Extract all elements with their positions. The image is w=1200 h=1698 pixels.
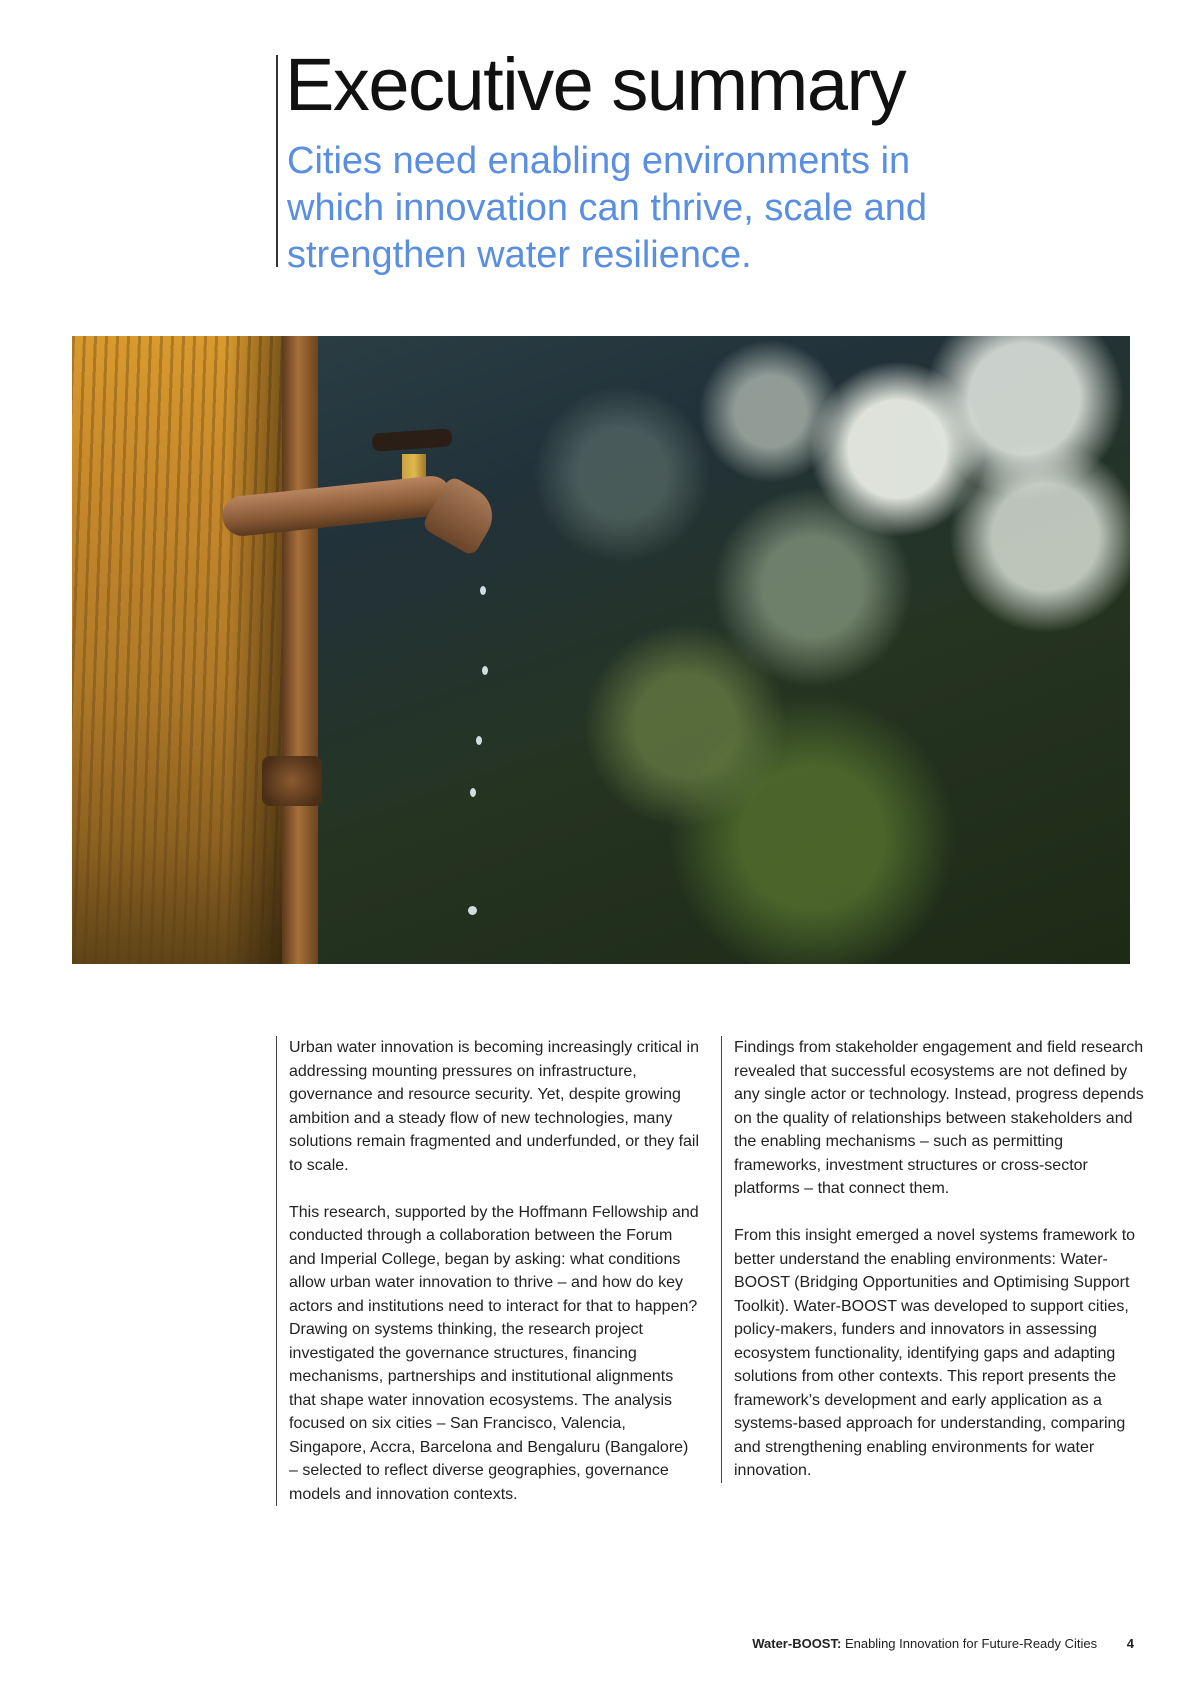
header-divider bbox=[276, 55, 278, 267]
paragraph: Findings from stakeholder engagement and field research revealed that successful ecosystems are not defined by any single actor or technology. Instead, progress depends on the quality of relationships between stakeholders and the enabling mechanisms – such as permitting frameworks, investment structures or cross-sector platforms – that connect them. bbox=[734, 1039, 1144, 1197]
water-drop-icon bbox=[468, 906, 477, 915]
water-drop-icon bbox=[480, 586, 486, 595]
left-text-column bbox=[276, 1036, 701, 1506]
page-number: 4 bbox=[1126, 1636, 1134, 1651]
water-drop-icon bbox=[470, 788, 476, 797]
footer-brand: Water-BOOST: bbox=[752, 1636, 842, 1651]
water-drop-icon bbox=[482, 666, 488, 675]
tap-handle-icon bbox=[371, 428, 452, 452]
page-title: Executive summary bbox=[285, 43, 906, 126]
page-footer bbox=[752, 1636, 1134, 1651]
rusty-wall bbox=[72, 336, 292, 964]
page-subtitle: Cities need enabling environments in which innovation can thrive, scale and strengthen water resilience. bbox=[287, 140, 928, 276]
paragraph: This research, supported by the Hoffmann Fellowship and conducted through a collaboration between the Forum and Imperial College, began by asking: what conditions allow urban water innovation to thrive – and how do key actors and institutions need to interact for that to happen? Drawing on systems thinking, the research project investigated the governance structures, financing mechanisms, partnerships and institutional alignments that shape water innovation ecosystems. The analysis focused on six cities – San Francisco, Valencia, Singapore, Accra, Barcelona and Bengaluru (Bangalore) – selected to reflect diverse geographies, governance models and innovation contexts. bbox=[289, 1203, 699, 1503]
hero-image bbox=[72, 336, 1130, 964]
footer-report-title: Enabling Innovation for Future-Ready Cities bbox=[844, 1636, 1098, 1651]
pipe-valve bbox=[262, 756, 322, 806]
right-text-column bbox=[721, 1036, 1146, 1483]
paragraph: From this insight emerged a novel systems framework to better understand the enabling environments: Water-BOOST (Bridging Opportunities and Optimising Support Toolkit). Water-BOOST was developed to support cities, policy-makers, funders and innovators in assessing ecosystem functionality, identifying gaps and adapting solutions from other contexts. This report presents the framework’s development and early application as a systems-based approach for understanding, comparing and strengthening enabling environments for water innovation. bbox=[734, 1227, 1136, 1479]
vertical-pipe bbox=[282, 336, 318, 964]
paragraph: Urban water innovation is becoming increasingly critical in addressing mounting pressures on infrastructure, governance and resource security. Yet, despite growing ambition and a steady flow of new technologies, many solutions remain fragmented and underfunded, or they fail to scale. bbox=[289, 1039, 700, 1174]
water-drop-icon bbox=[476, 736, 482, 745]
